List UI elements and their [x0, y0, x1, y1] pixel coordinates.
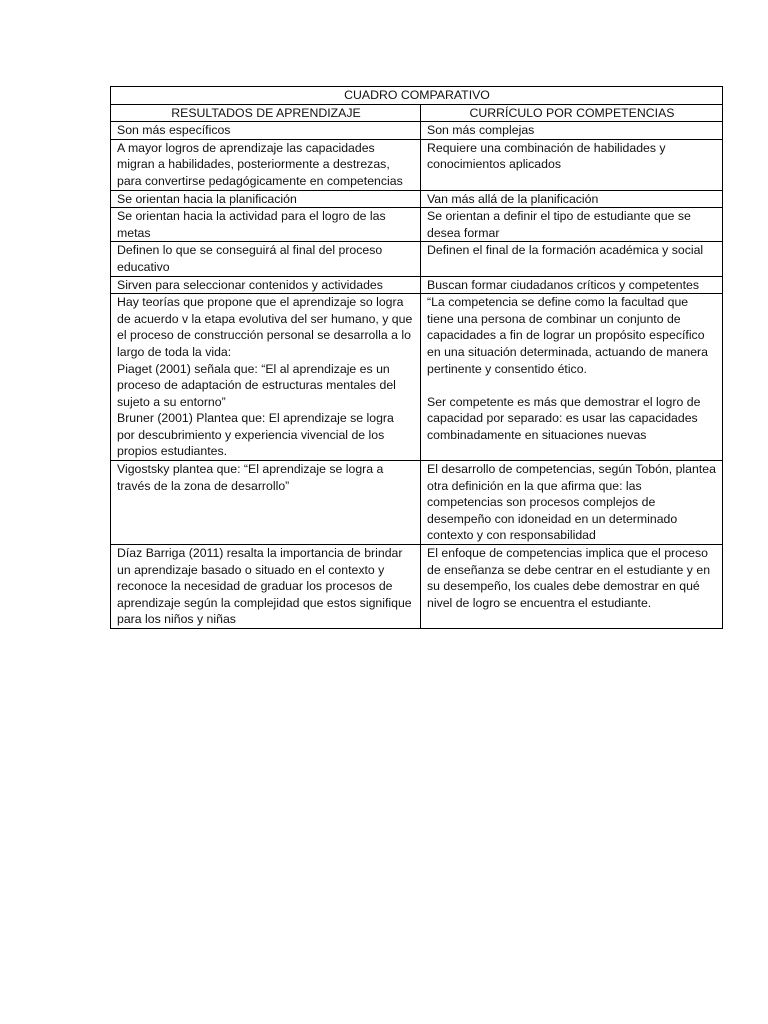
cell-left — [111, 461, 421, 545]
cell-left — [111, 139, 421, 190]
table-row — [111, 294, 723, 461]
cell-left — [111, 294, 421, 461]
cell-text: Requiere una combinación de habilidades y conocimientos aplicados — [427, 140, 666, 172]
cell-text: Díaz Barriga (2011) resalta la importancia de brindar un aprendizaje basado o situado en el contexto y reconoce la necesidad de graduar los procesos de aprendizaje según la complejidad que estos signifique para los niños y niñas — [117, 546, 412, 627]
table-row — [111, 190, 723, 208]
cell-right — [421, 545, 723, 629]
cell-text: Se orientan hacia la actividad para el logro de las metas — [117, 209, 386, 240]
cell-right — [421, 208, 723, 242]
table-row — [111, 545, 723, 629]
cell-right — [421, 190, 723, 208]
cell-text: Piaget (2001) señala que: “El al aprendizaje es un proceso de adaptación de estructuras mentales del sujeto a su entorno” — [117, 361, 396, 409]
cell-text: Son más específicos — [117, 123, 231, 138]
table-title: CUADRO COMPARATIVO — [111, 87, 723, 105]
cell-text: Vigostsky plantea que: “El aprendizaje se logra a través de la zona de desarrollo” — [117, 462, 384, 493]
header-curriculo: CURRÍCULO POR COMPETENCIAS — [421, 104, 723, 122]
cell-left — [111, 242, 421, 276]
table-row — [111, 461, 723, 545]
table-row — [111, 276, 723, 294]
cell-text: Buscan formar ciudadanos críticos y competentes — [427, 277, 700, 292]
cell-text: Hay teorías que propone que el aprendizaje so logra de acuerdo v la etapa evolutiva del ser humano, y que el proceso de construcción personal se desarrolla a lo largo de toda la vida: — [117, 295, 413, 359]
paragraph-gap — [427, 377, 717, 394]
cell-right — [421, 122, 723, 140]
table-row — [111, 242, 723, 276]
cell-text: Sirven para seleccionar contenidos y actividades — [117, 277, 383, 292]
cell-text: Definen el final de la formación académica y social — [427, 243, 704, 258]
cell-text: El enfoque de competencias implica que el proceso de enseñanza se debe centrar en el estudiante y en su desempeño, los cuales debe demostrar en qué nivel de logro se encuentra el estudiante. — [427, 546, 711, 610]
cell-left — [111, 122, 421, 140]
header-row — [111, 104, 723, 122]
cell-text: “La competencia se define como la facultad que tiene una persona de combinar un conjunto de capacidades a fin de lograr un propósito específico en una situación determinada, actuando de manera pertinente y consentido ético. — [427, 295, 708, 376]
cell-text: Bruner (2001) Plantea que: El aprendizaje se logra por descubrimiento y experiencia vivencial de los propios estudiantes. — [117, 411, 394, 459]
cell-left — [111, 276, 421, 294]
cell-text: Definen lo que se conseguirá al final del proceso educativo — [117, 243, 383, 274]
comparison-table — [110, 86, 723, 629]
cell-right — [421, 139, 723, 190]
cell-text: Van más allá de la planificación — [427, 191, 599, 206]
cell-text: Ser competente es más que demostrar el logro de capacidad por separado: es usar las capacidades combinadamente en situaciones nuevas — [427, 394, 701, 442]
cell-text: Se orientan a definir el tipo de estudiante que se desea formar — [427, 209, 691, 240]
cell-text: El desarrollo de competencias, según Tobón, plantea otra definición en la que afirma que: las competencias son procesos complejos de desempeño con idoneidad en un determinado contexto y con responsabilidad — [427, 462, 716, 543]
cell-left — [111, 208, 421, 242]
cell-left — [111, 545, 421, 629]
cell-text: A mayor logros de aprendizaje las capacidades migran a habilidades, posteriormente a destrezas, para convertirse pedagógicamente en competencias — [117, 140, 403, 188]
table-row — [111, 122, 723, 140]
table-row — [111, 139, 723, 190]
cell-right — [421, 242, 723, 276]
cell-right — [421, 294, 723, 461]
table-row — [111, 208, 723, 242]
cell-text: Se orientan hacia la planificación — [117, 191, 297, 206]
header-resultados: RESULTADOS DE APRENDIZAJE — [111, 104, 421, 122]
title-row — [111, 87, 723, 105]
cell-left — [111, 190, 421, 208]
cell-text: Son más complejas — [427, 123, 535, 138]
cell-right — [421, 276, 723, 294]
cell-right — [421, 461, 723, 545]
